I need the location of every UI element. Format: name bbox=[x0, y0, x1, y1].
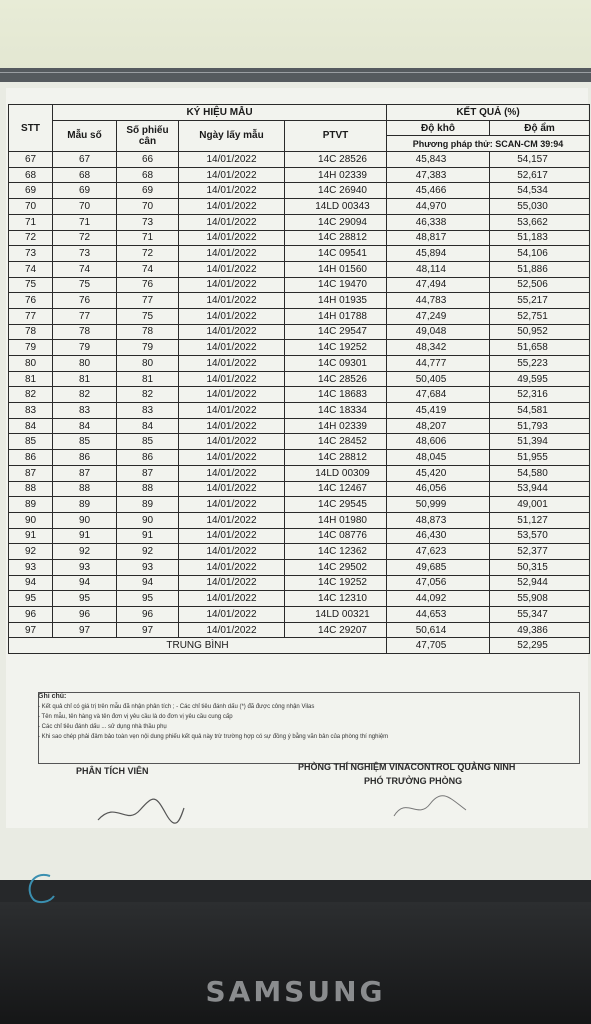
cell-do-kho: 47,623 bbox=[387, 544, 490, 560]
cell-ptvt: 14LD 00309 bbox=[285, 465, 387, 481]
cell-stt: 86 bbox=[9, 450, 53, 466]
cell-stt: 74 bbox=[9, 261, 53, 277]
cell-ngay-lay-mau: 14/01/2022 bbox=[179, 544, 285, 560]
average-do-kho: 47,705 bbox=[387, 638, 490, 654]
cell-ptvt: 14C 08776 bbox=[285, 528, 387, 544]
cell-so-phieu-can: 75 bbox=[117, 308, 179, 324]
notes-line: - Các chỉ tiêu đánh dấu ... sử dụng nhà thầu phụ bbox=[38, 724, 167, 730]
cell-stt: 79 bbox=[9, 340, 53, 356]
cell-stt: 83 bbox=[9, 403, 53, 419]
table-row bbox=[9, 199, 590, 215]
cell-ngay-lay-mau: 14/01/2022 bbox=[179, 450, 285, 466]
cell-do-kho: 50,405 bbox=[387, 371, 490, 387]
cell-so-phieu-can: 88 bbox=[117, 481, 179, 497]
cell-do-am: 55,908 bbox=[490, 591, 590, 607]
cell-do-am: 51,183 bbox=[490, 230, 590, 246]
cell-ptvt: 14H 01560 bbox=[285, 261, 387, 277]
header-so-phieu-can: Số phiếu cân bbox=[117, 120, 179, 151]
cell-stt: 88 bbox=[9, 481, 53, 497]
cell-do-kho: 47,383 bbox=[387, 167, 490, 183]
table-row bbox=[9, 371, 590, 387]
cell-stt: 78 bbox=[9, 324, 53, 340]
cell-ptvt: 14LD 00343 bbox=[285, 199, 387, 215]
cell-do-am: 52,377 bbox=[490, 544, 590, 560]
cell-mau-so: 88 bbox=[53, 481, 117, 497]
deputy-head-label: PHÓ TRƯỞNG PHÒNG bbox=[364, 776, 463, 786]
cell-do-am: 51,658 bbox=[490, 340, 590, 356]
cell-stt: 89 bbox=[9, 497, 53, 513]
cell-so-phieu-can: 74 bbox=[117, 261, 179, 277]
cell-stt: 81 bbox=[9, 371, 53, 387]
cell-so-phieu-can: 79 bbox=[117, 340, 179, 356]
cell-do-am: 54,157 bbox=[490, 152, 590, 168]
cell-so-phieu-can: 90 bbox=[117, 512, 179, 528]
cell-do-kho: 45,466 bbox=[387, 183, 490, 199]
cell-stt: 68 bbox=[9, 167, 53, 183]
monitor-top-bezel bbox=[0, 68, 591, 82]
cell-do-kho: 44,970 bbox=[387, 199, 490, 215]
cell-do-am: 54,106 bbox=[490, 246, 590, 262]
cell-do-kho: 48,873 bbox=[387, 512, 490, 528]
table-row bbox=[9, 324, 590, 340]
cell-ngay-lay-mau: 14/01/2022 bbox=[179, 340, 285, 356]
cell-ptvt: 14C 28812 bbox=[285, 230, 387, 246]
cell-ngay-lay-mau: 14/01/2022 bbox=[179, 465, 285, 481]
table-row bbox=[9, 544, 590, 560]
table-row bbox=[9, 308, 590, 324]
cell-do-am: 50,315 bbox=[490, 559, 590, 575]
cell-stt: 67 bbox=[9, 152, 53, 168]
results-rows bbox=[9, 152, 590, 638]
cell-do-kho: 47,056 bbox=[387, 575, 490, 591]
cell-ptvt: 14C 29545 bbox=[285, 497, 387, 513]
cell-stt: 76 bbox=[9, 293, 53, 309]
cell-stt: 82 bbox=[9, 387, 53, 403]
cell-mau-so: 92 bbox=[53, 544, 117, 560]
cell-ptvt: 14C 09541 bbox=[285, 246, 387, 262]
cell-ngay-lay-mau: 14/01/2022 bbox=[179, 356, 285, 372]
cell-ngay-lay-mau: 14/01/2022 bbox=[179, 230, 285, 246]
cell-do-kho: 45,420 bbox=[387, 465, 490, 481]
cell-so-phieu-can: 84 bbox=[117, 418, 179, 434]
cell-mau-so: 76 bbox=[53, 293, 117, 309]
cell-mau-so: 83 bbox=[53, 403, 117, 419]
cell-mau-so: 72 bbox=[53, 230, 117, 246]
table-row bbox=[9, 230, 590, 246]
cell-so-phieu-can: 95 bbox=[117, 591, 179, 607]
cell-do-kho: 48,817 bbox=[387, 230, 490, 246]
cell-mau-so: 80 bbox=[53, 356, 117, 372]
cell-stt: 72 bbox=[9, 230, 53, 246]
cell-do-am: 55,347 bbox=[490, 607, 590, 623]
cell-mau-so: 91 bbox=[53, 528, 117, 544]
cell-so-phieu-can: 91 bbox=[117, 528, 179, 544]
cell-so-phieu-can: 73 bbox=[117, 214, 179, 230]
cell-do-kho: 46,338 bbox=[387, 214, 490, 230]
analyst-signature bbox=[96, 790, 186, 830]
cell-do-am: 52,944 bbox=[490, 575, 590, 591]
cell-ptvt: 14C 18334 bbox=[285, 403, 387, 419]
cell-stt: 91 bbox=[9, 528, 53, 544]
cell-do-kho: 44,092 bbox=[387, 591, 490, 607]
table-row bbox=[9, 418, 590, 434]
cell-stt: 70 bbox=[9, 199, 53, 215]
cell-ngay-lay-mau: 14/01/2022 bbox=[179, 199, 285, 215]
monitor-brand-logo: SAMSUNG bbox=[205, 975, 386, 1008]
cell-do-am: 54,581 bbox=[490, 403, 590, 419]
cell-ngay-lay-mau: 14/01/2022 bbox=[179, 277, 285, 293]
cell-stt: 69 bbox=[9, 183, 53, 199]
cell-so-phieu-can: 94 bbox=[117, 575, 179, 591]
table-row bbox=[9, 450, 590, 466]
cell-ptvt: 14H 01788 bbox=[285, 308, 387, 324]
cell-so-phieu-can: 85 bbox=[117, 434, 179, 450]
cell-do-am: 49,001 bbox=[490, 497, 590, 513]
cell-mau-so: 75 bbox=[53, 277, 117, 293]
cell-ptvt: 14C 18683 bbox=[285, 387, 387, 403]
cell-mau-so: 89 bbox=[53, 497, 117, 513]
table-row bbox=[9, 465, 590, 481]
table-row bbox=[9, 434, 590, 450]
cell-stt: 77 bbox=[9, 308, 53, 324]
cell-do-am: 54,580 bbox=[490, 465, 590, 481]
cell-stt: 90 bbox=[9, 512, 53, 528]
table-row bbox=[9, 403, 590, 419]
cell-do-am: 51,127 bbox=[490, 512, 590, 528]
deputy-signature bbox=[390, 790, 470, 826]
cell-ngay-lay-mau: 14/01/2022 bbox=[179, 418, 285, 434]
table-row bbox=[9, 575, 590, 591]
analyst-label: PHÂN TÍCH VIÊN bbox=[76, 766, 149, 776]
cell-ngay-lay-mau: 14/01/2022 bbox=[179, 371, 285, 387]
table-row bbox=[9, 183, 590, 199]
table-row bbox=[9, 591, 590, 607]
cell-do-am: 52,316 bbox=[490, 387, 590, 403]
cell-do-kho: 45,843 bbox=[387, 152, 490, 168]
cell-stt: 84 bbox=[9, 418, 53, 434]
cell-ngay-lay-mau: 14/01/2022 bbox=[179, 152, 285, 168]
cell-so-phieu-can: 70 bbox=[117, 199, 179, 215]
cell-do-am: 49,595 bbox=[490, 371, 590, 387]
cell-mau-so: 68 bbox=[53, 167, 117, 183]
cell-ngay-lay-mau: 14/01/2022 bbox=[179, 403, 285, 419]
cell-mau-so: 93 bbox=[53, 559, 117, 575]
average-label: TRUNG BÌNH bbox=[9, 638, 387, 654]
cell-ptvt: 14C 12362 bbox=[285, 544, 387, 560]
cell-ptvt: 14C 19252 bbox=[285, 340, 387, 356]
cell-do-am: 52,751 bbox=[490, 308, 590, 324]
cell-do-am: 51,886 bbox=[490, 261, 590, 277]
cell-so-phieu-can: 86 bbox=[117, 450, 179, 466]
average-do-am: 52,295 bbox=[490, 638, 590, 654]
table-row bbox=[9, 152, 590, 168]
notes-line: - Tên mẫu, tên hàng và tên đơn vị yêu cầu là do đơn vị yêu cầu cung cấp bbox=[38, 714, 233, 720]
table-row bbox=[9, 497, 590, 513]
cell-mau-so: 79 bbox=[53, 340, 117, 356]
cell-ngay-lay-mau: 14/01/2022 bbox=[179, 622, 285, 638]
table-row bbox=[9, 214, 590, 230]
cell-so-phieu-can: 87 bbox=[117, 465, 179, 481]
results-table bbox=[8, 104, 590, 654]
table-row bbox=[9, 356, 590, 372]
header-do-am: Độ ẩm bbox=[490, 120, 590, 136]
cell-do-kho: 49,685 bbox=[387, 559, 490, 575]
cell-ptvt: 14H 02339 bbox=[285, 418, 387, 434]
cell-do-am: 49,386 bbox=[490, 622, 590, 638]
header-method: Phương pháp thử: SCAN-CM 39:94 bbox=[387, 136, 590, 152]
cell-ngay-lay-mau: 14/01/2022 bbox=[179, 214, 285, 230]
cell-ptvt: 14H 02339 bbox=[285, 167, 387, 183]
cell-ngay-lay-mau: 14/01/2022 bbox=[179, 308, 285, 324]
cell-mau-so: 84 bbox=[53, 418, 117, 434]
cell-ptvt: 14LD 00321 bbox=[285, 607, 387, 623]
cell-ngay-lay-mau: 14/01/2022 bbox=[179, 607, 285, 623]
average-row bbox=[9, 638, 590, 654]
cell-do-kho: 44,777 bbox=[387, 356, 490, 372]
cell-stt: 94 bbox=[9, 575, 53, 591]
cell-do-kho: 44,653 bbox=[387, 607, 490, 623]
cell-so-phieu-can: 78 bbox=[117, 324, 179, 340]
company-logo-icon bbox=[20, 868, 60, 908]
cell-so-phieu-can: 92 bbox=[117, 544, 179, 560]
cell-ptvt: 14C 29502 bbox=[285, 559, 387, 575]
header-ptvt: PTVT bbox=[285, 120, 387, 151]
cell-ptvt: 14C 12310 bbox=[285, 591, 387, 607]
header-ket-qua: KẾT QUẢ (%) bbox=[387, 105, 590, 121]
cell-mau-so: 85 bbox=[53, 434, 117, 450]
cell-ptvt: 14C 28526 bbox=[285, 371, 387, 387]
cell-stt: 75 bbox=[9, 277, 53, 293]
cell-do-am: 50,952 bbox=[490, 324, 590, 340]
table-row bbox=[9, 293, 590, 309]
table-row bbox=[9, 512, 590, 528]
cell-ngay-lay-mau: 14/01/2022 bbox=[179, 559, 285, 575]
cell-ngay-lay-mau: 14/01/2022 bbox=[179, 324, 285, 340]
cell-do-am: 55,223 bbox=[490, 356, 590, 372]
notes bbox=[38, 692, 563, 742]
cell-mau-so: 77 bbox=[53, 308, 117, 324]
cell-so-phieu-can: 77 bbox=[117, 293, 179, 309]
cell-ngay-lay-mau: 14/01/2022 bbox=[179, 387, 285, 403]
cell-ptvt: 14C 19252 bbox=[285, 575, 387, 591]
cell-ngay-lay-mau: 14/01/2022 bbox=[179, 512, 285, 528]
cell-do-am: 51,394 bbox=[490, 434, 590, 450]
notes-line: - Khi sao chép phải đảm bảo toàn vẹn nội dung phiếu kết quả này trừ trường hợp có sự đồng ý bằng văn bản của phòng thí nghiệm bbox=[38, 734, 389, 740]
cell-do-am: 53,944 bbox=[490, 481, 590, 497]
cell-do-am: 55,030 bbox=[490, 199, 590, 215]
results-table-container bbox=[8, 104, 589, 654]
cell-so-phieu-can: 76 bbox=[117, 277, 179, 293]
cell-ptvt: 14C 19470 bbox=[285, 277, 387, 293]
cell-do-kho: 47,684 bbox=[387, 387, 490, 403]
header-do-kho: Độ khô bbox=[387, 120, 490, 136]
notes-title: Ghi chú: bbox=[38, 693, 67, 700]
cell-mau-so: 78 bbox=[53, 324, 117, 340]
cell-stt: 85 bbox=[9, 434, 53, 450]
lab-name: PHÒNG THÍ NGHIỆM VINACONTROL QUẢNG NINH bbox=[298, 762, 516, 772]
cell-do-kho: 49,048 bbox=[387, 324, 490, 340]
header-stt: STT bbox=[9, 105, 53, 152]
table-row bbox=[9, 528, 590, 544]
cell-stt: 80 bbox=[9, 356, 53, 372]
cell-stt: 92 bbox=[9, 544, 53, 560]
table-row bbox=[9, 277, 590, 293]
cell-mau-so: 67 bbox=[53, 152, 117, 168]
cell-mau-so: 87 bbox=[53, 465, 117, 481]
cell-mau-so: 82 bbox=[53, 387, 117, 403]
table-row bbox=[9, 622, 590, 638]
cell-do-kho: 46,056 bbox=[387, 481, 490, 497]
cell-so-phieu-can: 69 bbox=[117, 183, 179, 199]
cell-ngay-lay-mau: 14/01/2022 bbox=[179, 481, 285, 497]
cell-stt: 95 bbox=[9, 591, 53, 607]
cell-ngay-lay-mau: 14/01/2022 bbox=[179, 575, 285, 591]
cell-so-phieu-can: 68 bbox=[117, 167, 179, 183]
cell-mau-so: 95 bbox=[53, 591, 117, 607]
table-row bbox=[9, 481, 590, 497]
cell-ngay-lay-mau: 14/01/2022 bbox=[179, 528, 285, 544]
cell-do-kho: 50,999 bbox=[387, 497, 490, 513]
cell-mau-so: 81 bbox=[53, 371, 117, 387]
cell-mau-so: 69 bbox=[53, 183, 117, 199]
cell-ptvt: 14C 28812 bbox=[285, 450, 387, 466]
cell-mau-so: 96 bbox=[53, 607, 117, 623]
cell-ngay-lay-mau: 14/01/2022 bbox=[179, 246, 285, 262]
cell-stt: 71 bbox=[9, 214, 53, 230]
cell-do-am: 51,955 bbox=[490, 450, 590, 466]
cell-do-am: 52,506 bbox=[490, 277, 590, 293]
cell-do-am: 53,570 bbox=[490, 528, 590, 544]
cell-so-phieu-can: 97 bbox=[117, 622, 179, 638]
cell-ptvt: 14C 26940 bbox=[285, 183, 387, 199]
cell-do-kho: 50,614 bbox=[387, 622, 490, 638]
cell-so-phieu-can: 96 bbox=[117, 607, 179, 623]
cell-do-kho: 47,494 bbox=[387, 277, 490, 293]
table-row bbox=[9, 167, 590, 183]
cell-do-am: 54,534 bbox=[490, 183, 590, 199]
table-row bbox=[9, 387, 590, 403]
cell-ngay-lay-mau: 14/01/2022 bbox=[179, 183, 285, 199]
cell-mau-so: 90 bbox=[53, 512, 117, 528]
cell-so-phieu-can: 66 bbox=[117, 152, 179, 168]
cell-mau-so: 97 bbox=[53, 622, 117, 638]
cell-ngay-lay-mau: 14/01/2022 bbox=[179, 497, 285, 513]
cell-ptvt: 14C 09301 bbox=[285, 356, 387, 372]
cell-do-am: 52,617 bbox=[490, 167, 590, 183]
table-row bbox=[9, 607, 590, 623]
cell-so-phieu-can: 83 bbox=[117, 403, 179, 419]
cell-stt: 97 bbox=[9, 622, 53, 638]
cell-do-kho: 48,207 bbox=[387, 418, 490, 434]
cell-stt: 96 bbox=[9, 607, 53, 623]
cell-mau-so: 86 bbox=[53, 450, 117, 466]
cell-so-phieu-can: 82 bbox=[117, 387, 179, 403]
cell-do-kho: 48,114 bbox=[387, 261, 490, 277]
cell-so-phieu-can: 72 bbox=[117, 246, 179, 262]
table-row bbox=[9, 246, 590, 262]
cell-so-phieu-can: 81 bbox=[117, 371, 179, 387]
cell-so-phieu-can: 93 bbox=[117, 559, 179, 575]
cell-ptvt: 14C 29207 bbox=[285, 622, 387, 638]
table-row bbox=[9, 340, 590, 356]
cell-mau-so: 73 bbox=[53, 246, 117, 262]
cell-ngay-lay-mau: 14/01/2022 bbox=[179, 434, 285, 450]
header-mau-so: Mẫu số bbox=[53, 120, 117, 151]
cell-do-kho: 47,249 bbox=[387, 308, 490, 324]
cell-mau-so: 70 bbox=[53, 199, 117, 215]
cell-do-kho: 48,606 bbox=[387, 434, 490, 450]
cell-ptvt: 14C 28452 bbox=[285, 434, 387, 450]
table-row bbox=[9, 559, 590, 575]
cell-do-kho: 44,783 bbox=[387, 293, 490, 309]
cell-do-am: 55,217 bbox=[490, 293, 590, 309]
background-wall bbox=[0, 0, 591, 70]
cell-ptvt: 14C 28526 bbox=[285, 152, 387, 168]
cell-ptvt: 14C 29547 bbox=[285, 324, 387, 340]
cell-ngay-lay-mau: 14/01/2022 bbox=[179, 591, 285, 607]
cell-stt: 93 bbox=[9, 559, 53, 575]
cell-ptvt: 14C 29094 bbox=[285, 214, 387, 230]
cell-so-phieu-can: 89 bbox=[117, 497, 179, 513]
cell-do-kho: 46,430 bbox=[387, 528, 490, 544]
cell-ptvt: 14H 01935 bbox=[285, 293, 387, 309]
cell-ngay-lay-mau: 14/01/2022 bbox=[179, 293, 285, 309]
cell-do-kho: 48,045 bbox=[387, 450, 490, 466]
notes-line: - Kết quả chỉ có giá trị trên mẫu đã nhận phân tích ; - Các chỉ tiêu đánh dấu (*) đã được công nhận Vilas bbox=[38, 704, 315, 710]
cell-ngay-lay-mau: 14/01/2022 bbox=[179, 261, 285, 277]
cell-mau-so: 94 bbox=[53, 575, 117, 591]
cell-ptvt: 14C 12467 bbox=[285, 481, 387, 497]
cell-ptvt: 14H 01980 bbox=[285, 512, 387, 528]
cell-mau-so: 74 bbox=[53, 261, 117, 277]
cell-mau-so: 71 bbox=[53, 214, 117, 230]
header-ky-hieu-mau: KÝ HIỆU MẪU bbox=[53, 105, 387, 121]
cell-so-phieu-can: 80 bbox=[117, 356, 179, 372]
table-row bbox=[9, 261, 590, 277]
cell-do-am: 51,793 bbox=[490, 418, 590, 434]
cell-do-kho: 48,342 bbox=[387, 340, 490, 356]
cell-do-kho: 45,419 bbox=[387, 403, 490, 419]
cell-stt: 87 bbox=[9, 465, 53, 481]
cell-do-am: 53,662 bbox=[490, 214, 590, 230]
header-ngay-lay-mau: Ngày lấy mẫu bbox=[179, 120, 285, 151]
cell-ngay-lay-mau: 14/01/2022 bbox=[179, 167, 285, 183]
cell-stt: 73 bbox=[9, 246, 53, 262]
cell-so-phieu-can: 71 bbox=[117, 230, 179, 246]
cell-do-kho: 45,894 bbox=[387, 246, 490, 262]
